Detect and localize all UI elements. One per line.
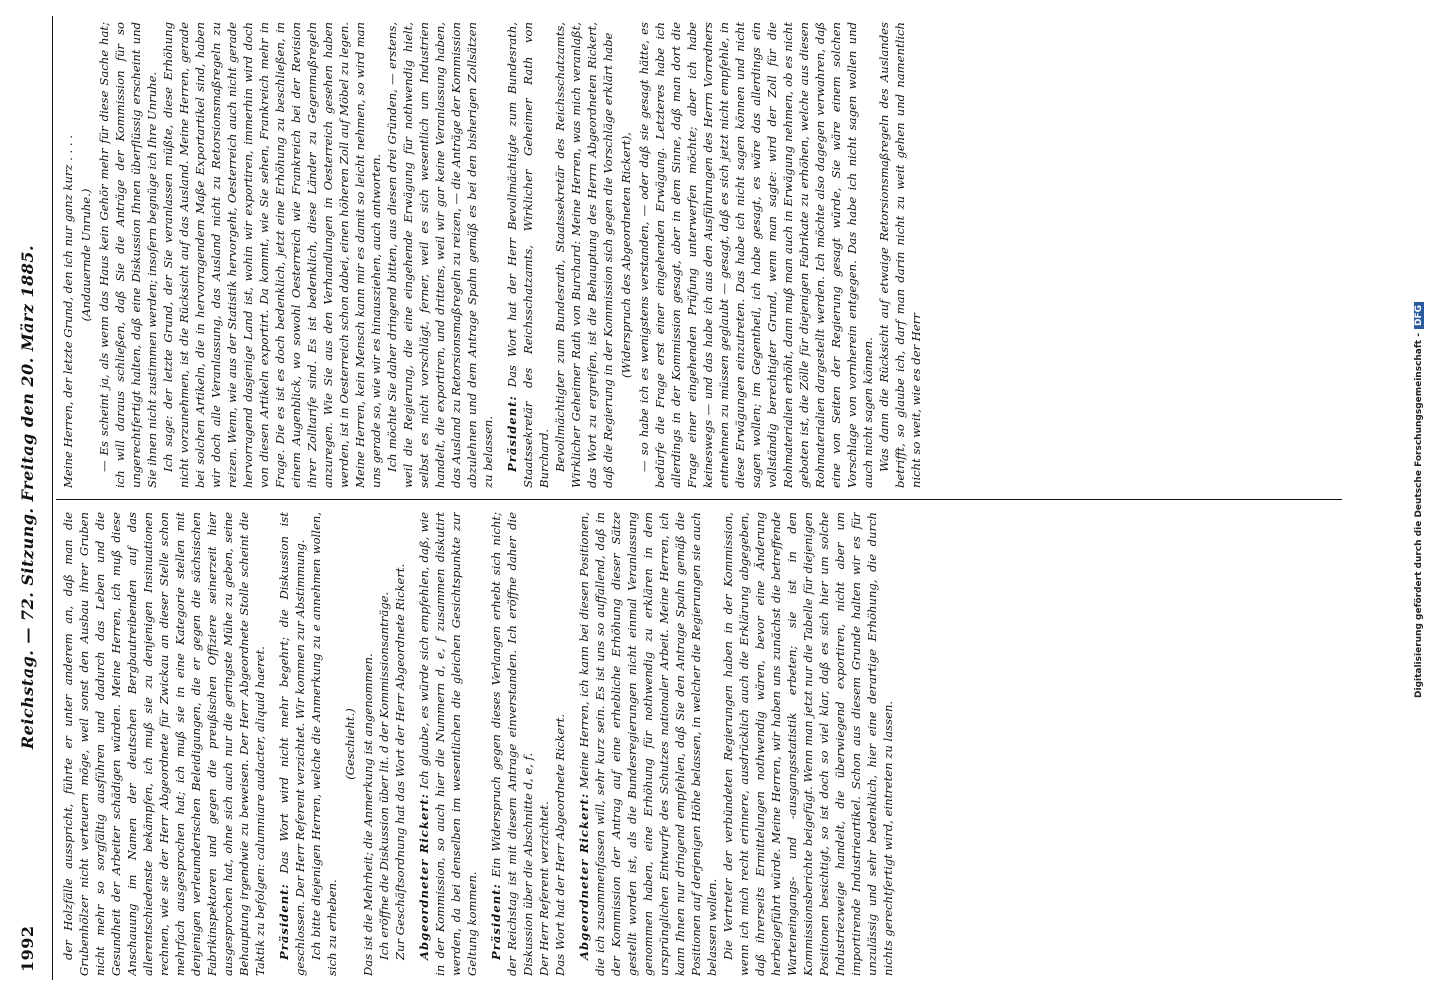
paragraph-text: Bevollmächtigter zum Bundesrath, Staatssekretär des Reichsschatzamts, Wirklicher Geheimer Rath von Burchard: Meine Herren, was mich veranlaßt, das Wort zu ergreifen, ist die Behauptung des Herrn Abgeordneten Rickert, daß die Regierung in der Kommission sich gegen die Vorschläge erklärt habe xyxy=(553,22,615,488)
left-column-paragraph xyxy=(392,512,408,976)
right-column-paragraph xyxy=(618,22,634,488)
right-column-paragraph xyxy=(636,22,876,488)
dfg-logo: DFG xyxy=(1414,302,1424,329)
left-column-paragraph xyxy=(576,512,720,976)
right-column-paragraph xyxy=(60,22,76,488)
left-column-paragraph xyxy=(720,512,896,976)
paragraph-text: Ein Widerspruch gegen dieses Verlangen erhebt sich nicht; der Reichstag ist mit diesem Antrage einverstanden. Ich eröffne daher die Diskussion über die Abschnitte d, e, f. xyxy=(489,512,535,976)
left-column-paragraph xyxy=(488,512,536,976)
paragraph-text: Die Vertreter der verbündeten Regierungen haben in der Kommission, wenn ich mich recht erinnere, ausdrücklich auch die Erklärung abgegeben, daß ihrerseits Ermittelungen nothwendig wären, bevor eine Änderung herbeigeführt würde. Meine Herren, wir haben uns zunächst die betreffende Warteneingangs- und -ausgangsstatistik erbeten; sie ist in den Kommissionsberichte beigefügt. Wenn man jetzt nur die Tabelle für diejenigen Positionen besichtigt, so ist doch so viel klar, daß es sich hier um solche Industriezweige handelt, die überwiegend exportiren, nicht aber um importirende Industrieartikel. Schon aus diesem Grunde halten wir es für unzulässig und sehr bedenklich, hier eine derartige Erhöhung, die durch nichts gerechtfertigt wird, eintreten zu lassen. xyxy=(721,512,895,976)
left-column-paragraph xyxy=(276,512,308,976)
speaker-name: Präsident: xyxy=(277,883,291,960)
right-column-paragraph xyxy=(384,22,496,488)
paragraph-text: Ich sage: der letzte Grund, der Sie veranlassen müßte, diese Erhöhung nicht vorzunehmen, ist die Rücksicht auf das Ausland. Meine Herren, gerade bei solchen Artikeln, die in hervorragendem Maße Exportartikel sind, haben wir doch alle Veranlassung, das Ausland nicht zu Retorsionsmaßregeln zu reizen. Wenn, wie aus der Statistik hervorgeht, Oesterreich auch nicht gerade hervorragend dasjenige Land ist, wohin wir exportiren, immerhin wird doch von diesen Artikeln exportirt. Da kommt, wie Sie sehen, Frankreich mehr in Frage. Die es ist es doch bedenklich, jetzt eine Erhöhung zu beschließen, in einem Augenblick, wo sowohl Oesterreich wie Frankreich bei der Revision ihrer Zolltarife sind. Es ist bedenklich, diese Länder zu Gegenmaßregeln anzuregen. Wie Sie aus den Verhandlungen in Oesterreich gesehen haben werden, ist in Oesterreich schon dabei, einen höheren Zoll auf Möbel zu legen. Meine Herren, kein Mensch kann mir es damit so leicht nehmen, so wird man uns gerade so, wie wir es hinausziehen, auch antworten. xyxy=(161,22,383,488)
page-title: Reichstag. — 72. Sitzung. Freitag den 20. März 1885. xyxy=(18,244,37,750)
paragraph-text: Ich möchte Sie daher dringend bitten, aus diesen drei Gründen, — erstens, weil die Regierung, die eine eingehende Erwägung für nothwendig hielt, selbst es nicht vorschlägt, ferner, weil es sich wesentlich um Industrien handelt, die exportiren, und drittens, weil wir gar keine Veranlassung haben, das Ausland zu Retorsionsmaßregeln zu reizen, — die Anträge der Kommission abzulehnen und dem Antrage Spahn gemäß es bei den bisherigen Zollsätzen zu belassen. xyxy=(385,22,495,488)
paragraph-text: — Es scheint ja, als wenn das Haus kein Gehör mehr für diese Sache hat; ich will daraus schließen, daß Sie die Anträge der Kommission für so ungerechtfertigt halten, daß eine Diskussion Ihnen überflüssig erscheint und Sie ihnen nicht zustimmen werden; insofern begnüge ich Ihre Unruhe. xyxy=(97,22,159,488)
left-column-paragraph xyxy=(360,512,376,976)
speaker-name: Präsident: xyxy=(505,395,519,472)
left-column-paragraph xyxy=(342,512,358,976)
right-column-paragraph xyxy=(504,22,552,488)
paragraph-text: (Widerspruch des Abgeordneten Rickert), xyxy=(619,132,633,378)
paragraph-text: (Geschieht.) xyxy=(343,708,357,780)
header-rule xyxy=(52,16,53,980)
paragraph-text: — so habe ich es wenigstens verstanden, — oder daß sie gesagt hätte, es bedürfe die Frage erst einer eingehenden Erwägung. Letzteres habe ich allerdings in der Kommission gesagt, aber in dem Sinne, daß man dort die Frage einer eingehenden Prüfung unterwerfen möchte; aber ich habe keineswegs — und das habe ich aus den Ausführungen des Herrn Vorredners entnehmen zu müssen geglaubt — gesagt, daß es sich jetzt nicht empfehle, in diese Erwägungen einzutreten. Das habe ich nicht sagen können und nicht sagen wollen; im Gegentheil, ich habe gesagt, es wäre das allerdings ein vollständig berechtigter Grund, wenn man sagte: wird der Zoll für die Rohmaterialien erhöht, dann muß man auch in Erwägung nehmen, ob es nicht geboten ist, die Zölle für diejenigen Fabrikate zu erhöhen, welche aus diesen Rohmaterialien dargestellt werden. Ich möchte also dagegen verwahren, daß eine von Seiten der Regierung gesagt würde, Sie wäre einem solchen Vorschlage von vornherein entgegen. Das habe ich nicht sagen wollen und auch nicht sagen können. xyxy=(637,22,875,488)
left-column-paragraph xyxy=(60,512,268,976)
paragraph-text: Ich eröffne die Diskussion über lit. d der Kommissionsanträge. xyxy=(377,591,391,960)
digitization-credit xyxy=(1406,0,1432,1000)
paragraph-text: (Andauernde Unruhe.) xyxy=(79,188,93,322)
paragraph-text: Zur Geschäftsordnung hat das Wort der Herr Abgeordnete Rickert. xyxy=(393,563,407,960)
left-column-paragraph xyxy=(536,512,552,976)
paragraph-text: Meine Herren, ich kann bei diesen Positionen, die ich zusammenfassen will, sehr kurz sein. Es ist uns so auffallend, daß in der Kommission der Antrag auf eine erhebliche Erhöhung dieser Sätze gestellt worden ist, als die Bundesregierungen nicht einmal Veranlassung genommen haben, eine Erhöhung für nothwendig zu erklären in dem ursprünglichen Entwurfe des Schutzes nationaler Arbeit. Meine Herren, ich kann Ihnen nur dringend empfehlen, daß Sie den Antrage Spahn gemäß die Positionen auf derjenigen Höhe belassen, in welcher die Regierungen sie auch belassen wollen. xyxy=(577,512,719,976)
right-column-paragraph xyxy=(876,22,924,488)
speaker-name: Abgeordneter Rickert: xyxy=(417,793,431,960)
left-column-paragraph xyxy=(416,512,480,976)
right-column-paragraph xyxy=(160,22,384,488)
right-column-paragraph xyxy=(78,22,94,488)
paragraph-text: Das Wort hat der Herr Bevollmächtigte zum Bundesrath, Staatssekretär des Reichsschatzamts, Wirklicher Geheimer Rath von Burchard. xyxy=(505,22,551,488)
left-column xyxy=(60,512,1342,976)
paragraph-text: Das Wort hat der Herr Abgeordnete Rickert. xyxy=(553,713,567,976)
paragraph-text: Ich glaube, es würde sich empfehlen, daß, wie in der Kommission, so auch hier die Nummern d, e, f zusammen diskutirt werden, da bei denselben im wesentlichen die gleichen Gesichtspunkte zur Geltung kommen. xyxy=(417,512,479,976)
column-divider xyxy=(56,499,1342,500)
speaker-name: Abgeordneter Rickert: xyxy=(577,792,591,960)
paragraph-text: Der Herr Referent verzichtet. xyxy=(537,801,551,976)
speaker-name: Präsident: xyxy=(489,883,503,960)
paragraph-text: Meine Herren, der letzte Grund, den ich nur ganz kurz . . . . xyxy=(61,135,75,488)
paragraph-text: Das ist die Mehrheit; die Anmerkung ist angenommen. xyxy=(361,653,375,976)
left-column-paragraph xyxy=(376,512,392,976)
page-header xyxy=(18,22,46,972)
right-column-paragraph xyxy=(552,22,616,488)
page-number: 1992 xyxy=(18,925,37,972)
right-column xyxy=(60,22,1342,488)
left-column-paragraph xyxy=(308,512,340,976)
credit-text: Digitalisierung gefördert durch die Deutsche Forschungsgemeinschaft - xyxy=(1414,333,1424,698)
right-column-paragraph xyxy=(96,22,160,488)
paragraph-text: Das Wort wird nicht mehr begehrt; die Diskussion ist geschlossen. Der Herr Referent verzichtet. Wir kommen zur Abstimmung. xyxy=(277,512,307,976)
paragraph-text: Ich bitte diejenigen Herren, welche die Anmerkung zu e annehmen wollen, sich zu erheben. xyxy=(309,512,339,976)
left-column-paragraph xyxy=(552,512,568,976)
paragraph-text: Was dann die Rücksicht auf etwaige Retorsionsmaßregeln des Auslandes betrifft, so glaube ich, darf man darin nicht zu weit gehen und namentlich nicht so weit, wie es der Herr xyxy=(877,22,923,488)
paragraph-text: der Holzfälle ausspricht, führte er unter anderem an, daß man die Grubenhölzer nicht verteuern möge, weil sonst den Ausbau ihrer Gruben nicht mehr so sorgfältig ausführen und dadurch das Leben und die Gesundheit der Arbeiter schädigen würden. Meine Herren, ich muß diese Anschauung im Namen der deutschen Bergbautreibenden auf das allerentschiedenste bekämpfen, ich muß sie zu denjenigen Insinuationen rechnen, wie sie der Herr Abgeordnete für Zwickau an dieser Stelle schon mehrfach ausgesprochen hat; ich muß sie in eine Kategorie stellen mit denjenigen verleumderischen Beleidigungen, die er gegen die sächsischen Fabrikinspektoren und gegen die preußischen Offiziere seinerzeit hier ausgesprochen hat, ohne sich auch nur die geringste Mühe zu geben, seine Behauptung irgendwie zu beweisen. Der Herr Abgeordnete Stolle scheint die Taktik zu befolgen: calumniare audacter, aliquid haeret. xyxy=(61,512,267,976)
